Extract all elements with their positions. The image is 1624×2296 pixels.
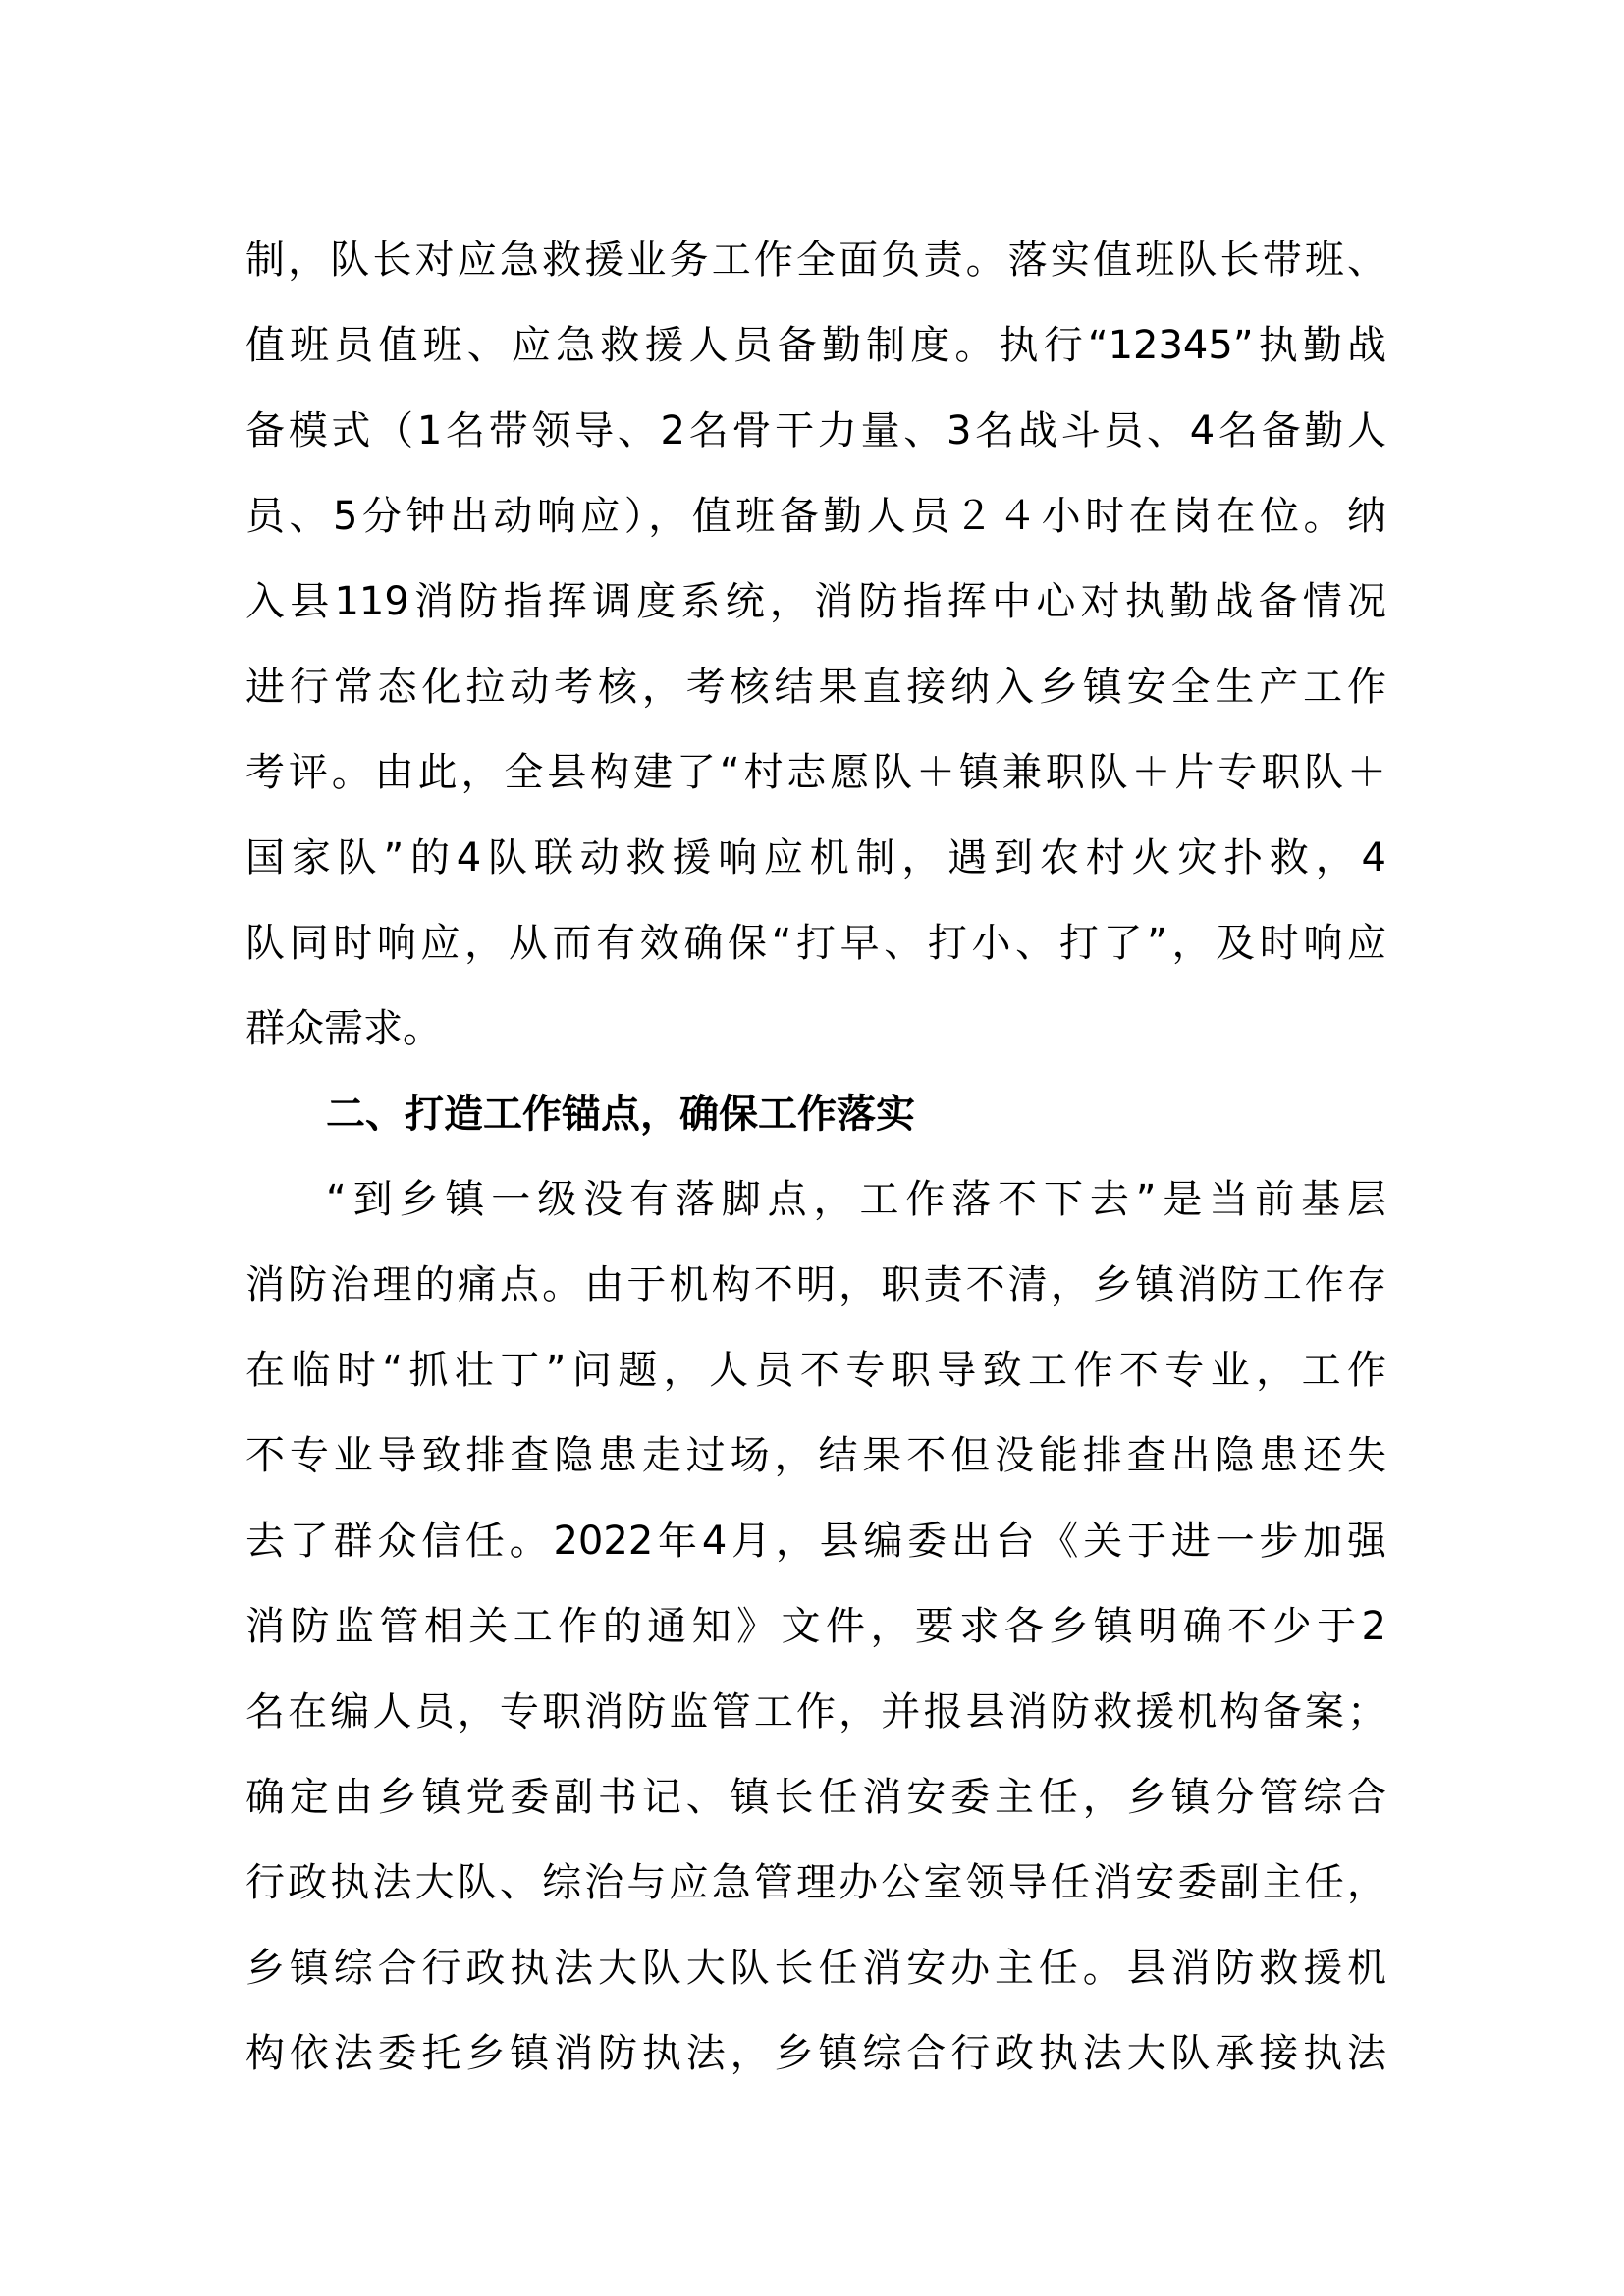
text-line: 乡镇综合行政执法大队大队长任消安办主任。县消防救援机 bbox=[245, 1946, 1386, 1991]
text-line: 消防治理的痛点。由于机构不明，职责不清，乡镇消防工作存 bbox=[245, 1262, 1386, 1308]
text-line: 员、5分钟出动响应），值班备勤人员２４小时在岗在位。纳 bbox=[245, 494, 1386, 539]
text-line: 确定由乡镇党委副书记、镇长任消安委主任，乡镇分管综合 bbox=[245, 1775, 1386, 1820]
section-heading: 二、打造工作锚点，确保工作落实 bbox=[326, 1092, 915, 1137]
paragraph-1 bbox=[245, 224, 1386, 1078]
text-line: “到乡镇一级没有落脚点，工作落不下去”是当前基层 bbox=[326, 1177, 1386, 1222]
text-line: 队同时响应，从而有效确保“打早、打小、打了”，及时响应 bbox=[245, 921, 1386, 966]
text-line: 群众需求。 bbox=[245, 1006, 442, 1051]
text-line: 不专业导致排查隐患走过场，结果不但没能排查出隐患还失 bbox=[245, 1433, 1386, 1478]
text-line: 在临时“抓壮丁”问题，人员不专职导致工作不专业，工作 bbox=[245, 1348, 1386, 1393]
text-line: 进行常态化拉动考核，考核结果直接纳入乡镇安全生产工作 bbox=[245, 665, 1386, 710]
paragraph-2 bbox=[245, 1163, 1386, 2103]
text-line: 构依法委托乡镇消防执法，乡镇综合行政执法大队承接执法 bbox=[245, 2031, 1386, 2076]
text-line: 消防监管相关工作的通知》文件，要求各乡镇明确不少于2 bbox=[245, 1604, 1386, 1649]
text-line: 值班员值班、应急救援人员备勤制度。执行“12345”执勤战 bbox=[245, 323, 1386, 368]
text-line: 名在编人员，专职消防监管工作，并报县消防救援机构备案； bbox=[245, 1689, 1386, 1735]
text-line: 备模式（1名带领导、2名骨干力量、3名战斗员、4名备勤人 bbox=[245, 408, 1386, 454]
text-line: 考评。由此，全县构建了“村志愿队＋镇兼职队＋片专职队＋ bbox=[245, 750, 1386, 795]
document-page bbox=[245, 224, 1386, 2103]
text-line: 去了群众信任。2022年4月，县编委出台《关于进一步加强 bbox=[245, 1519, 1386, 1564]
text-line: 制，队长对应急救援业务工作全面负责。落实值班队长带班、 bbox=[245, 238, 1386, 283]
text-line: 入县119消防指挥调度系统，消防指挥中心对执勤战备情况 bbox=[245, 579, 1386, 624]
text-line: 国家队”的4队联动救援响应机制，遇到农村火灾扑救，4 bbox=[245, 835, 1386, 881]
text-line: 行政执法大队、综治与应急管理办公室领导任消安委副主任， bbox=[245, 1860, 1386, 1905]
